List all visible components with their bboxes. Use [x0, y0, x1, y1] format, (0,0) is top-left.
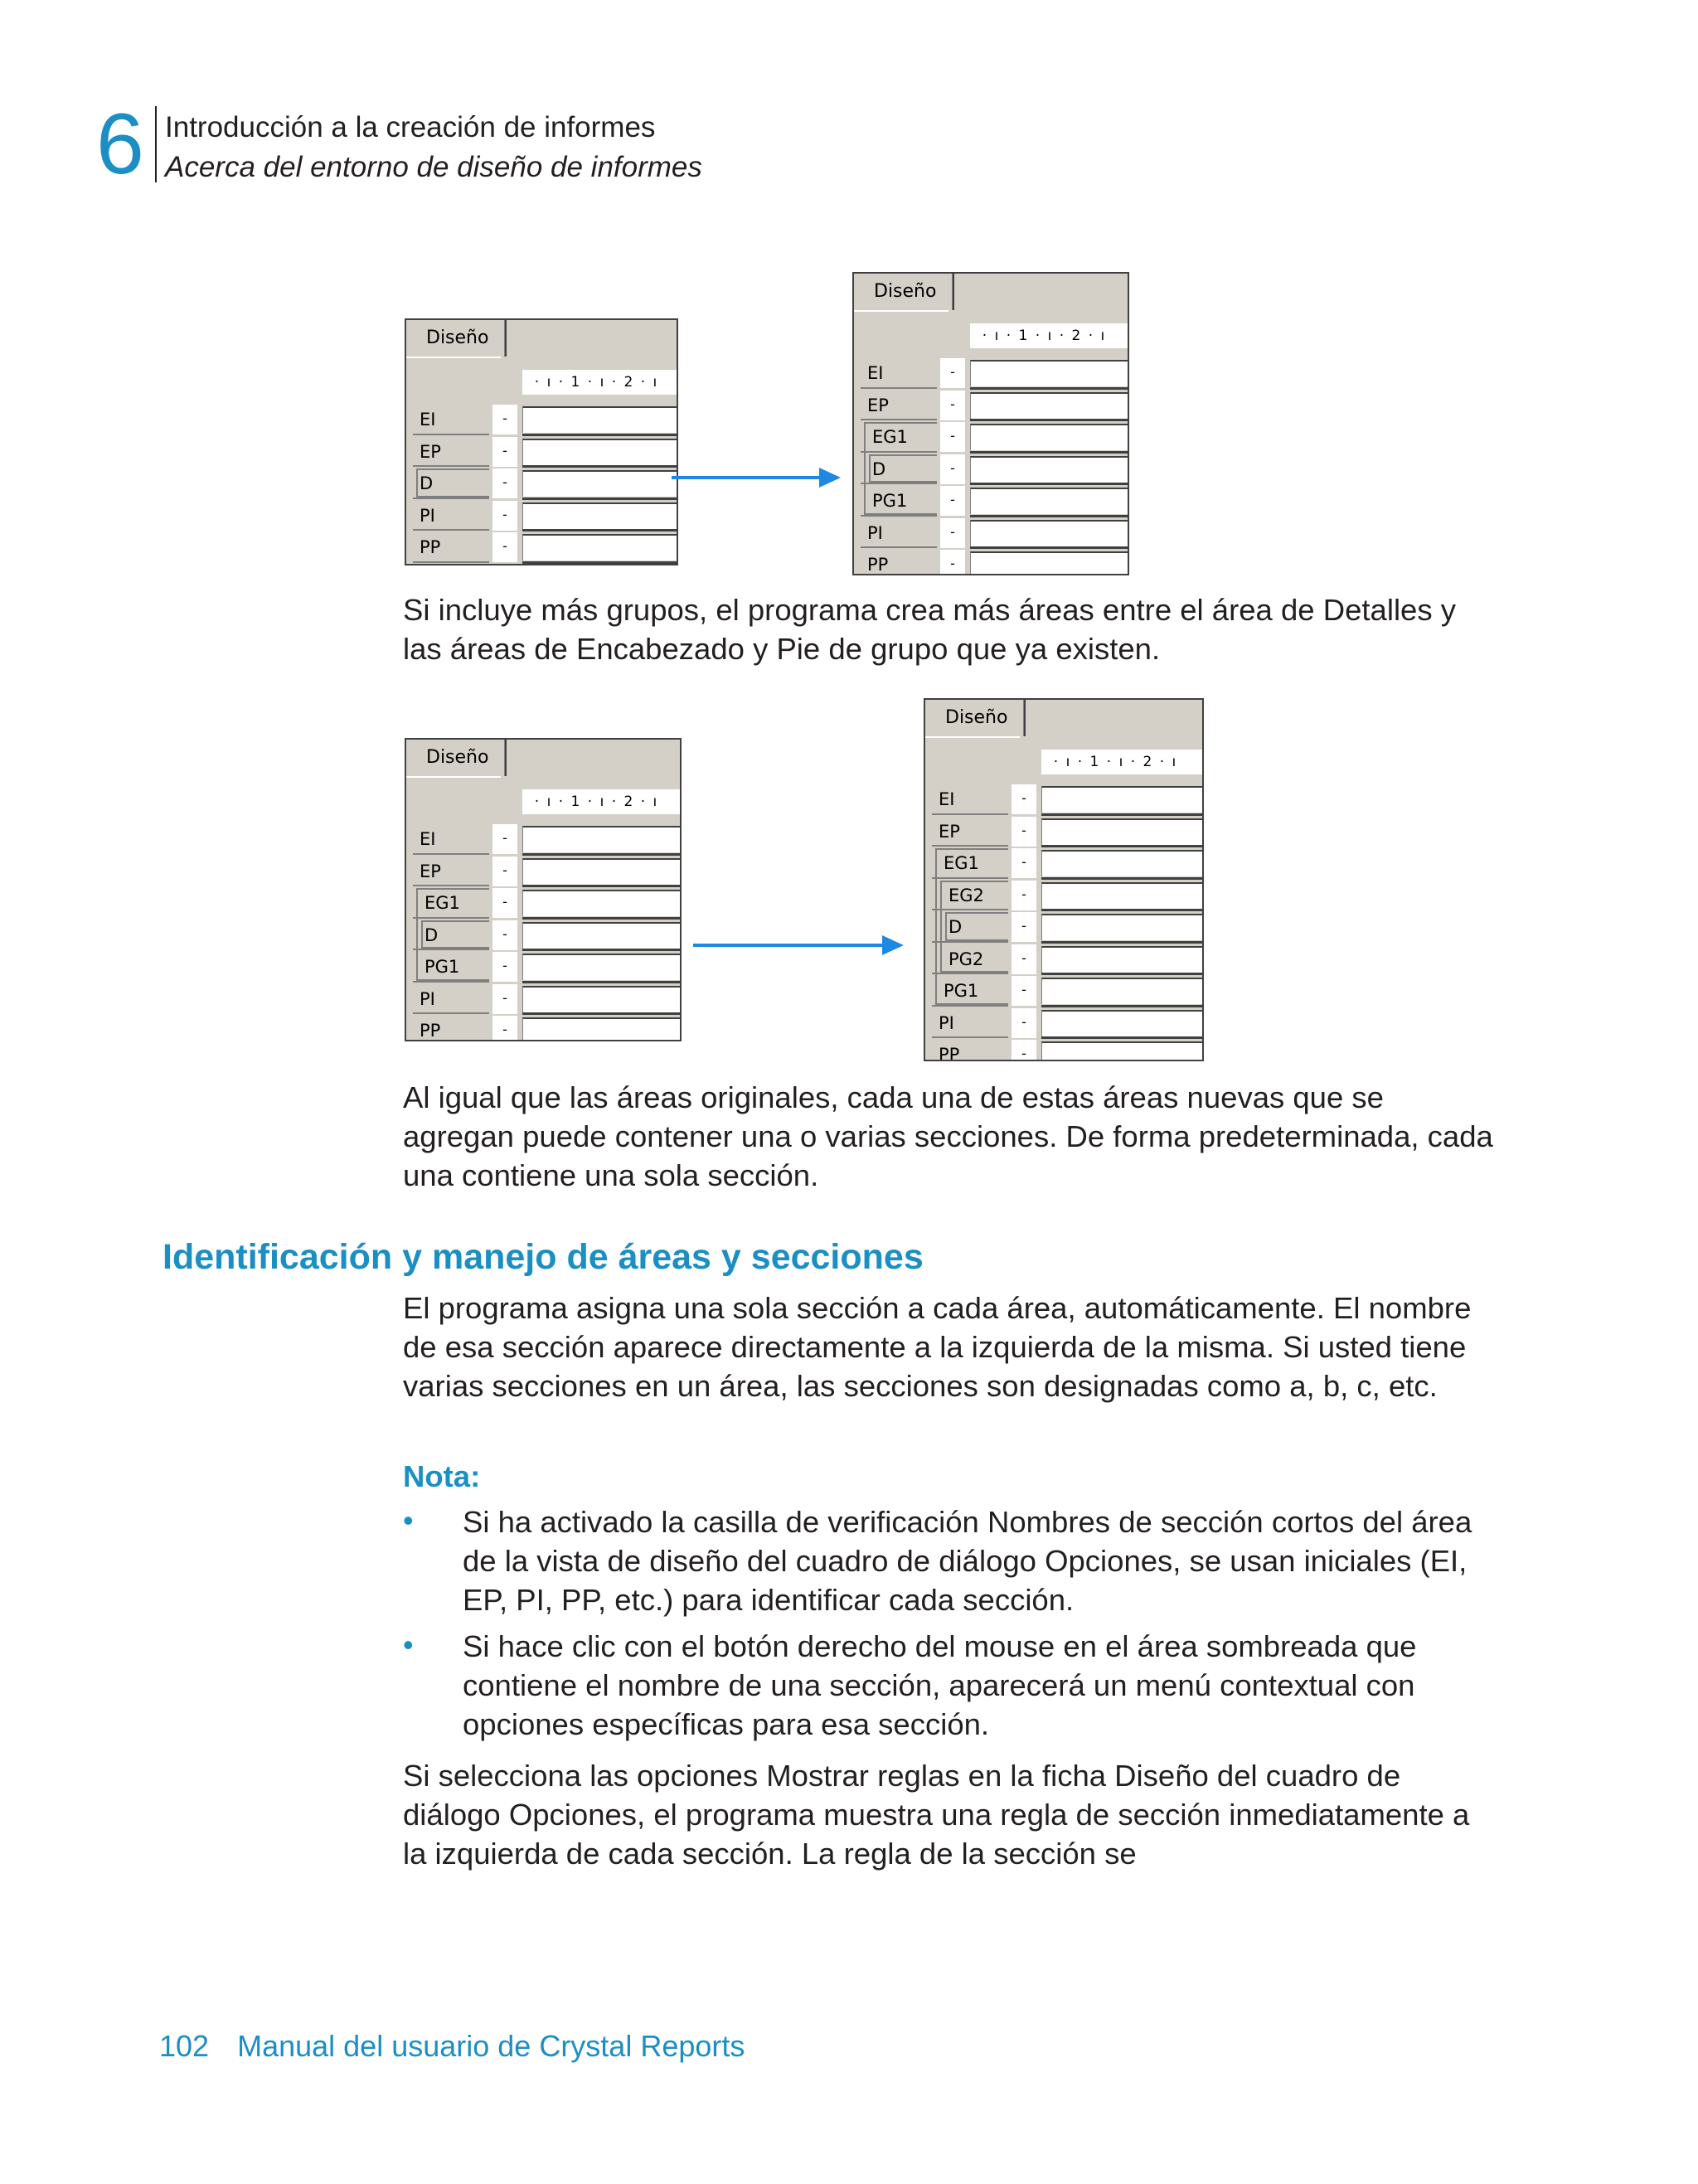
section-row-pp[interactable]: [854, 548, 1128, 575]
bullet-text: Si hace clic con el botón derecho del mouse en el área sombreada que contiene el nombre de una sección, aparecerá un menú contextual con opciones específicas para esa sección.: [463, 1629, 1417, 1741]
section-row-ei[interactable]: [854, 357, 1128, 390]
section-label: EI: [420, 829, 436, 849]
section-subtitle: Acerca del entorno de diseño de informes: [165, 151, 702, 183]
section-label: D: [424, 925, 439, 945]
section-area[interactable]: [1041, 946, 1202, 973]
section-row-ep[interactable]: [925, 815, 1202, 848]
section-marker: -: [492, 1016, 517, 1041]
section-marker: -: [940, 518, 965, 548]
section-label: PG1: [944, 981, 979, 1001]
section-marker: -: [492, 405, 517, 434]
section-marker: -: [492, 857, 517, 886]
section-area[interactable]: [522, 922, 680, 949]
section-area[interactable]: [1041, 1041, 1202, 1061]
section-label: PP: [420, 537, 441, 557]
section-area[interactable]: [522, 954, 680, 980]
bullet-icon: •: [403, 1503, 414, 1537]
section-label: PP: [420, 1021, 441, 1041]
section-row-pp[interactable]: [406, 531, 677, 564]
tab-divider: [406, 776, 501, 778]
horizontal-ruler: · ı · 1 · ı · 2 · ı: [970, 323, 1128, 348]
paragraph-rulers: Si selecciona las opciones Mostrar reglas en la ficha Diseño del cuadro de diálogo Opciones, el programa muestra una regla de sección inmediatamente a la izquierda de cada sección. La regla de la sección se: [403, 1759, 1470, 1871]
section-area[interactable]: [970, 360, 1128, 386]
chapter-title: Introducción a la creación de informes: [165, 111, 656, 143]
section-marker: -: [492, 920, 517, 950]
section-area[interactable]: [970, 424, 1128, 450]
section-marker: -: [1012, 784, 1036, 814]
section-label: PI: [867, 522, 883, 543]
section-marker: -: [940, 550, 965, 575]
design-tab[interactable]: Diseño: [406, 740, 507, 776]
section-label: PG2: [948, 949, 984, 969]
section-marker: -: [492, 984, 517, 1014]
section-label: EP: [420, 861, 441, 881]
section-area[interactable]: [1041, 850, 1202, 876]
section-area[interactable]: [522, 470, 677, 497]
section-label: D: [420, 473, 434, 493]
row-divider: [413, 561, 489, 563]
tab-divider: [406, 357, 501, 358]
section-marker: -: [492, 952, 517, 982]
section-marker: -: [1012, 1040, 1036, 1061]
figure2-arrow-icon: [691, 932, 907, 959]
section-label: EG1: [424, 893, 460, 913]
design-tab[interactable]: Diseño: [406, 320, 507, 357]
section-marker: -: [1012, 881, 1036, 910]
design-tab[interactable]: Diseño: [854, 274, 954, 310]
section-area[interactable]: [1041, 914, 1202, 940]
section-area[interactable]: [522, 858, 680, 885]
section-row-ep[interactable]: [406, 435, 677, 468]
section-marker: -: [1012, 944, 1036, 974]
section-area[interactable]: [970, 551, 1128, 575]
section-label: PI: [420, 505, 435, 526]
section-marker: -: [940, 358, 965, 388]
horizontal-ruler: · ı · 1 · ı · 2 · ı: [1041, 750, 1202, 774]
page-footer: [159, 2028, 745, 2065]
section-area[interactable]: [1041, 978, 1202, 1004]
figure1-before-panel: [405, 318, 678, 565]
section-label: PP: [939, 1045, 960, 1061]
section-label: PG1: [872, 491, 908, 511]
section-area[interactable]: [1041, 882, 1202, 909]
section-marker: -: [1012, 1008, 1036, 1038]
section-label: EP: [420, 441, 441, 462]
section-area[interactable]: [522, 534, 677, 561]
section-marker: -: [940, 454, 965, 484]
section-row-pi[interactable]: [406, 983, 680, 1016]
bullet-text: Si ha activado la casilla de verificación Nombres de sección cortos del área de la vista de diseño del cuadro de diálogo Opciones, se usan iniciales (EI, EP, PI, PP, etc.) para identificar cada sección.: [463, 1505, 1472, 1617]
section-area[interactable]: [522, 826, 680, 852]
section-row-pi[interactable]: [854, 517, 1128, 550]
section-row-ep[interactable]: [854, 389, 1128, 422]
section-marker: -: [492, 824, 517, 854]
page-number: 102: [159, 2029, 210, 2063]
section-area[interactable]: [970, 488, 1128, 514]
section-row-pi[interactable]: [925, 1007, 1202, 1040]
section-marker: -: [1012, 976, 1036, 1006]
section-row-ei[interactable]: [925, 783, 1202, 816]
details-bracket: [869, 454, 937, 483]
chapter-number: 6: [96, 96, 144, 192]
section-area[interactable]: [522, 890, 680, 916]
details-bracket: [416, 468, 489, 497]
section-marker: -: [940, 486, 965, 516]
section-row-ei[interactable]: [406, 403, 677, 436]
tab-divider: [925, 736, 1020, 738]
section-label: EI: [939, 789, 955, 809]
section-marker: -: [1012, 912, 1036, 942]
horizontal-ruler: · ı · 1 · ı · 2 · ı: [522, 789, 680, 814]
section-heading: Identificación y manejo de áreas y secciones: [163, 1237, 924, 1277]
section-label: EI: [867, 363, 884, 383]
details-bracket: [945, 912, 1008, 941]
note-label: Nota:: [403, 1459, 481, 1493]
section-area[interactable]: [522, 986, 680, 1012]
figure1-after-panel: [852, 272, 1129, 575]
section-area[interactable]: [522, 439, 677, 465]
paragraph-more-groups: Si incluye más grupos, el programa crea más áreas entre el área de Detalles y las áreas de Encabezado y Pie de grupo que ya existen.: [403, 593, 1456, 666]
section-row-ei[interactable]: [406, 823, 680, 856]
section-marker: -: [492, 888, 517, 918]
tab-divider: [854, 310, 948, 312]
section-area[interactable]: [522, 406, 677, 433]
section-row-ep[interactable]: [406, 855, 680, 888]
section-label: EG2: [948, 885, 984, 905]
section-label: EP: [939, 821, 960, 842]
section-row-pi[interactable]: [406, 499, 677, 532]
section-label: EG1: [872, 427, 908, 447]
paragraph-new-areas: Al igual que las áreas originales, cada una de estas áreas nuevas que se agregan puede contener una o varias secciones. De forma predeterminada, cada una contiene una sola sección.: [403, 1080, 1493, 1192]
section-area[interactable]: [970, 392, 1128, 419]
section-area[interactable]: [522, 1017, 680, 1041]
figure2-after-panel: [924, 698, 1204, 1061]
section-area[interactable]: [1041, 1010, 1202, 1036]
section-marker: -: [940, 391, 965, 420]
section-label: PI: [939, 1012, 954, 1033]
section-label: EG1: [944, 853, 979, 873]
section-label: PI: [420, 988, 435, 1009]
paragraph-section-assign: El programa asigna una sola sección a cada área, automáticamente. El nombre de esa sección aparece directamente a la izquierda de la misma. Si usted tiene varias secciones en un área, las secciones son designadas como a, b, c, etc.: [403, 1291, 1472, 1403]
section-area[interactable]: [970, 520, 1128, 546]
design-tab[interactable]: Diseño: [925, 700, 1026, 736]
section-separator: [522, 561, 677, 564]
footer-title: Manual del usuario de Crystal Reports: [237, 2029, 745, 2063]
section-marker: -: [492, 501, 517, 531]
section-row-pp[interactable]: [406, 1014, 680, 1041]
header-divider: [155, 106, 157, 182]
section-marker: -: [940, 422, 965, 452]
details-bracket: [421, 920, 489, 949]
horizontal-ruler: · ı · 1 · ı · 2 · ı: [522, 370, 677, 395]
section-label: EI: [420, 410, 436, 430]
section-marker: -: [492, 437, 517, 467]
section-label: D: [948, 917, 963, 937]
section-marker: -: [1012, 817, 1036, 847]
section-area[interactable]: [522, 502, 677, 529]
section-marker: -: [492, 468, 517, 498]
section-row-pp[interactable]: [925, 1038, 1202, 1061]
bullet-icon: •: [403, 1628, 414, 1662]
section-marker: -: [1012, 848, 1036, 878]
section-marker: -: [492, 532, 517, 562]
section-area[interactable]: [1041, 786, 1202, 813]
figure1-arrow-icon: [670, 464, 844, 491]
section-area[interactable]: [1041, 818, 1202, 845]
section-label: EP: [867, 395, 889, 415]
section-label: PP: [867, 555, 889, 575]
figure2-before-panel: [405, 738, 682, 1041]
section-label: PG1: [424, 957, 460, 977]
section-label: D: [872, 459, 886, 479]
section-area[interactable]: [970, 456, 1128, 483]
